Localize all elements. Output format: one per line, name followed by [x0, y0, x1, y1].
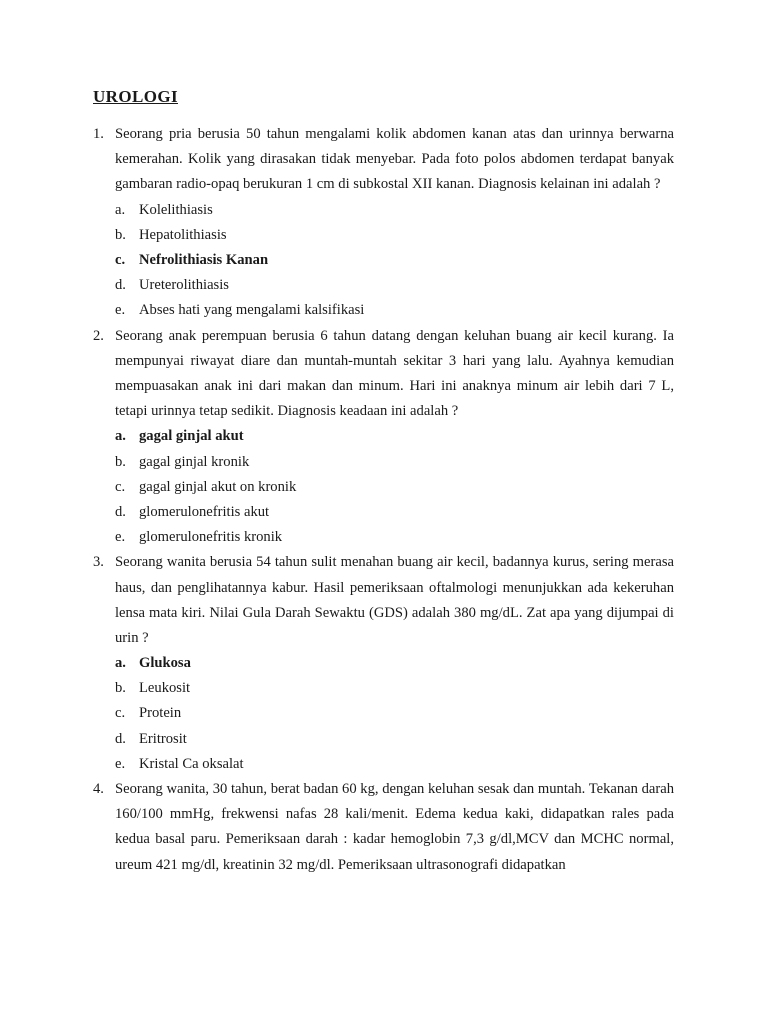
answer-option	[115, 752, 674, 777]
page-title: UROLOGI	[93, 87, 178, 106]
option-text: gagal ginjal akut	[139, 428, 244, 445]
question-number: 1.	[93, 126, 104, 142]
option-text: gagal ginjal akut on kronik	[139, 478, 297, 495]
option-text: Protein	[139, 705, 182, 722]
answer-option	[115, 525, 674, 550]
option-letter: a.	[115, 428, 126, 445]
answer-option	[115, 676, 674, 701]
answer-option	[115, 475, 674, 500]
answer-option	[115, 198, 674, 223]
question-item	[93, 777, 674, 878]
answer-option	[115, 450, 674, 475]
option-letter: c.	[115, 478, 126, 495]
option-text: glomerulonefritis kronik	[139, 529, 283, 546]
option-letter: d.	[115, 277, 126, 294]
question-text: Seorang anak perempuan berusia 6 tahun datang dengan keluhan buang air kecil kurang. Ia mempunyai riwayat diare dan muntah-muntah sekitar 3 hari yang lalu. Ayahnya kemudian mempuasakan anak ini dari makan dan minum. Hari ini anaknya minum air lebih dari 7 L, tetapi urinnya tetap sedikit. Diagnosis keadaan ini adalah ?	[115, 327, 674, 420]
option-letter: c.	[115, 705, 126, 722]
answer-option	[115, 223, 674, 248]
question-number: 3.	[93, 554, 104, 571]
answer-option-correct	[115, 248, 674, 273]
question-text: Seorang pria berusia 50 tahun mengalami kolik abdomen kanan atas dan urinnya berwarna kemerahan. Kolik yang dirasakan tidak menyebar. Pada foto polos abdomen terdapat banyak gambaran radio-opaq berukuran 1 cm di subkostal XII kanan. Diagnosis kelainan ini adalah ?	[115, 126, 674, 193]
option-letter: e.	[115, 529, 126, 546]
question-number: 4.	[93, 781, 104, 798]
question-item	[93, 324, 674, 551]
question-text: Seorang wanita berusia 54 tahun sulit menahan buang air kecil, badannya kurus, sering merasa haus, dan penglihatannya kabur. Hasil pemeriksaan oftalmologi menunjukkan ada kekeruhan lensa mata kiri. Nilai Gula Darah Sewaktu (GDS) adalah 380 mg/dL. Zat apa yang dijumpai di urin ?	[115, 554, 674, 646]
option-text: gagal ginjal kronik	[139, 453, 250, 470]
answer-option-correct	[115, 424, 674, 449]
option-text: Leukosit	[139, 680, 191, 697]
answer-option	[115, 727, 674, 752]
question-text: Seorang wanita, 30 tahun, berat badan 60 kg, dengan keluhan sesak dan muntah. Tekanan darah 160/100 mmHg, frekwensi nafas 28 kali/menit. Edema kedua kaki, didapatkan rales pada kedua basal paru. Pemeriksaan darah : kadar hemoglobin 7,3 g/dl,MCV dan MCHC normal, ureum 421 mg/dl, kreatinin 32 mg/dl. Pemeriksaan ultrasonografi didapatkan	[115, 781, 674, 873]
answer-options	[115, 651, 674, 777]
option-text: glomerulonefritis akut	[139, 503, 270, 520]
option-text: Abses hati yang mengalami kalsifikasi	[139, 302, 365, 319]
option-text: Kolelithiasis	[139, 201, 213, 218]
option-text: Eritrosit	[139, 730, 187, 747]
option-letter: e.	[115, 302, 126, 319]
option-letter: c.	[115, 251, 126, 268]
question-number: 2.	[93, 327, 104, 344]
answer-options	[115, 198, 674, 324]
option-letter: b.	[115, 226, 126, 243]
question-item	[93, 122, 674, 324]
option-letter: a.	[115, 201, 126, 218]
option-letter: d.	[115, 730, 126, 747]
option-text: Nefrolithiasis Kanan	[139, 251, 269, 268]
option-letter: e.	[115, 755, 126, 772]
answer-option	[115, 500, 674, 525]
answer-option	[115, 701, 674, 726]
option-letter: a.	[115, 655, 126, 672]
answer-options	[115, 424, 674, 550]
answer-option	[115, 273, 674, 298]
answer-option-correct	[115, 651, 674, 676]
answer-option	[115, 298, 674, 323]
option-text: Ureterolithiasis	[139, 277, 229, 294]
option-letter: b.	[115, 453, 126, 470]
option-letter: d.	[115, 503, 126, 520]
option-letter: b.	[115, 680, 126, 697]
option-text: Kristal Ca oksalat	[139, 755, 244, 772]
option-text: Hepatolithiasis	[139, 226, 227, 243]
question-item	[93, 550, 674, 777]
option-text: Glukosa	[139, 655, 191, 672]
question-list	[93, 122, 674, 878]
